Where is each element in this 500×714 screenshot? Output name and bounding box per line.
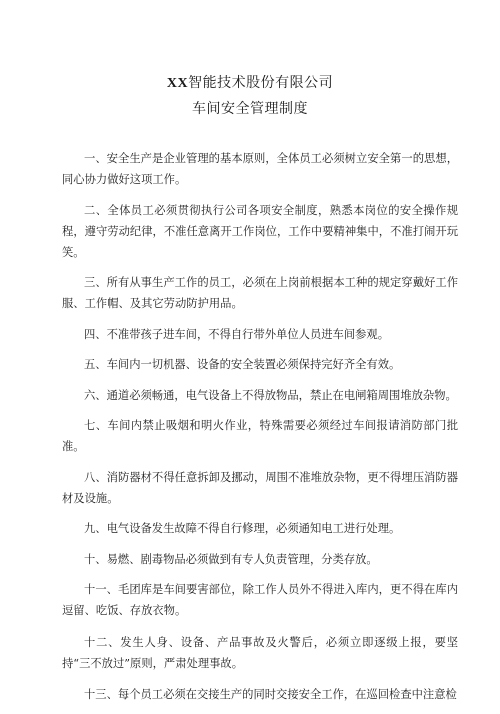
company-brand: XX <box>166 76 189 91</box>
paragraph-6: 六、通道必须畅通，电气设备上不得放物品，禁止在电闸箱周围堆放杂物。 <box>84 388 457 402</box>
paragraph-13: 十三、每个员工必须在交接生产的同时交接安全工作，在巡回检查中注意检 <box>84 687 457 701</box>
paragraph-11: 十一、毛团库是车间要害部位，除工作人员外不得进入库内，更不得在库内逗留、吃饭、存放衣物。 <box>62 583 458 617</box>
paragraph-7: 七、车间内禁止吸烟和明火作业，特殊需要必须经过车间报请消防部门批准。 <box>62 419 458 453</box>
paragraph-10: 十、易燃、剧毒物品必须做到有专人负责管理，分类存放。 <box>84 552 378 566</box>
company-title <box>0 72 500 92</box>
paragraph-5: 五、车间内一切机器、设备的安全装置必须保持完好齐全有效。 <box>84 358 401 371</box>
paragraph-4: 四、不准带孩子进车间，不得自行带外单位人员进车间参观。 <box>84 327 390 341</box>
paragraph-9: 九、电气设备发生故障不得自行修理，必须通知电工进行处理。 <box>84 522 401 535</box>
paragraph-12: 十二、发生人身、设备、产品事故及火警后，必须立即逐级上报，要坚持“三不放过”原则，严肃处理事故。 <box>62 636 458 670</box>
paragraph-3: 三、所有从事生产工作的员工，必须在上岗前根据本工种的规定穿戴好工作服、工作帽、及其它劳动防护用品。 <box>62 276 458 310</box>
paragraph-2: 二、全体员工必须贯彻执行公司各项安全制度，熟悉本岗位的安全操作规程，遵守劳动纪律，不准任意离开工作岗位，工作中要精神集中，不准打闹开玩笑。 <box>62 203 458 259</box>
document-subtitle: 车间安全管理制度 <box>192 101 308 117</box>
paragraph-8: 八、消防器材不得任意拆卸及挪动，周围不准堆放杂物，更不得埋压消防器材及设施。 <box>62 470 458 505</box>
company-name: 智能技术股份有限公司 <box>188 75 334 91</box>
document-body <box>62 148 458 714</box>
paragraph-1: 一、安全生产是企业管理的基本原则，全体员工必须树立安全第一的思想，同心协力做好这项工作。 <box>62 152 458 186</box>
